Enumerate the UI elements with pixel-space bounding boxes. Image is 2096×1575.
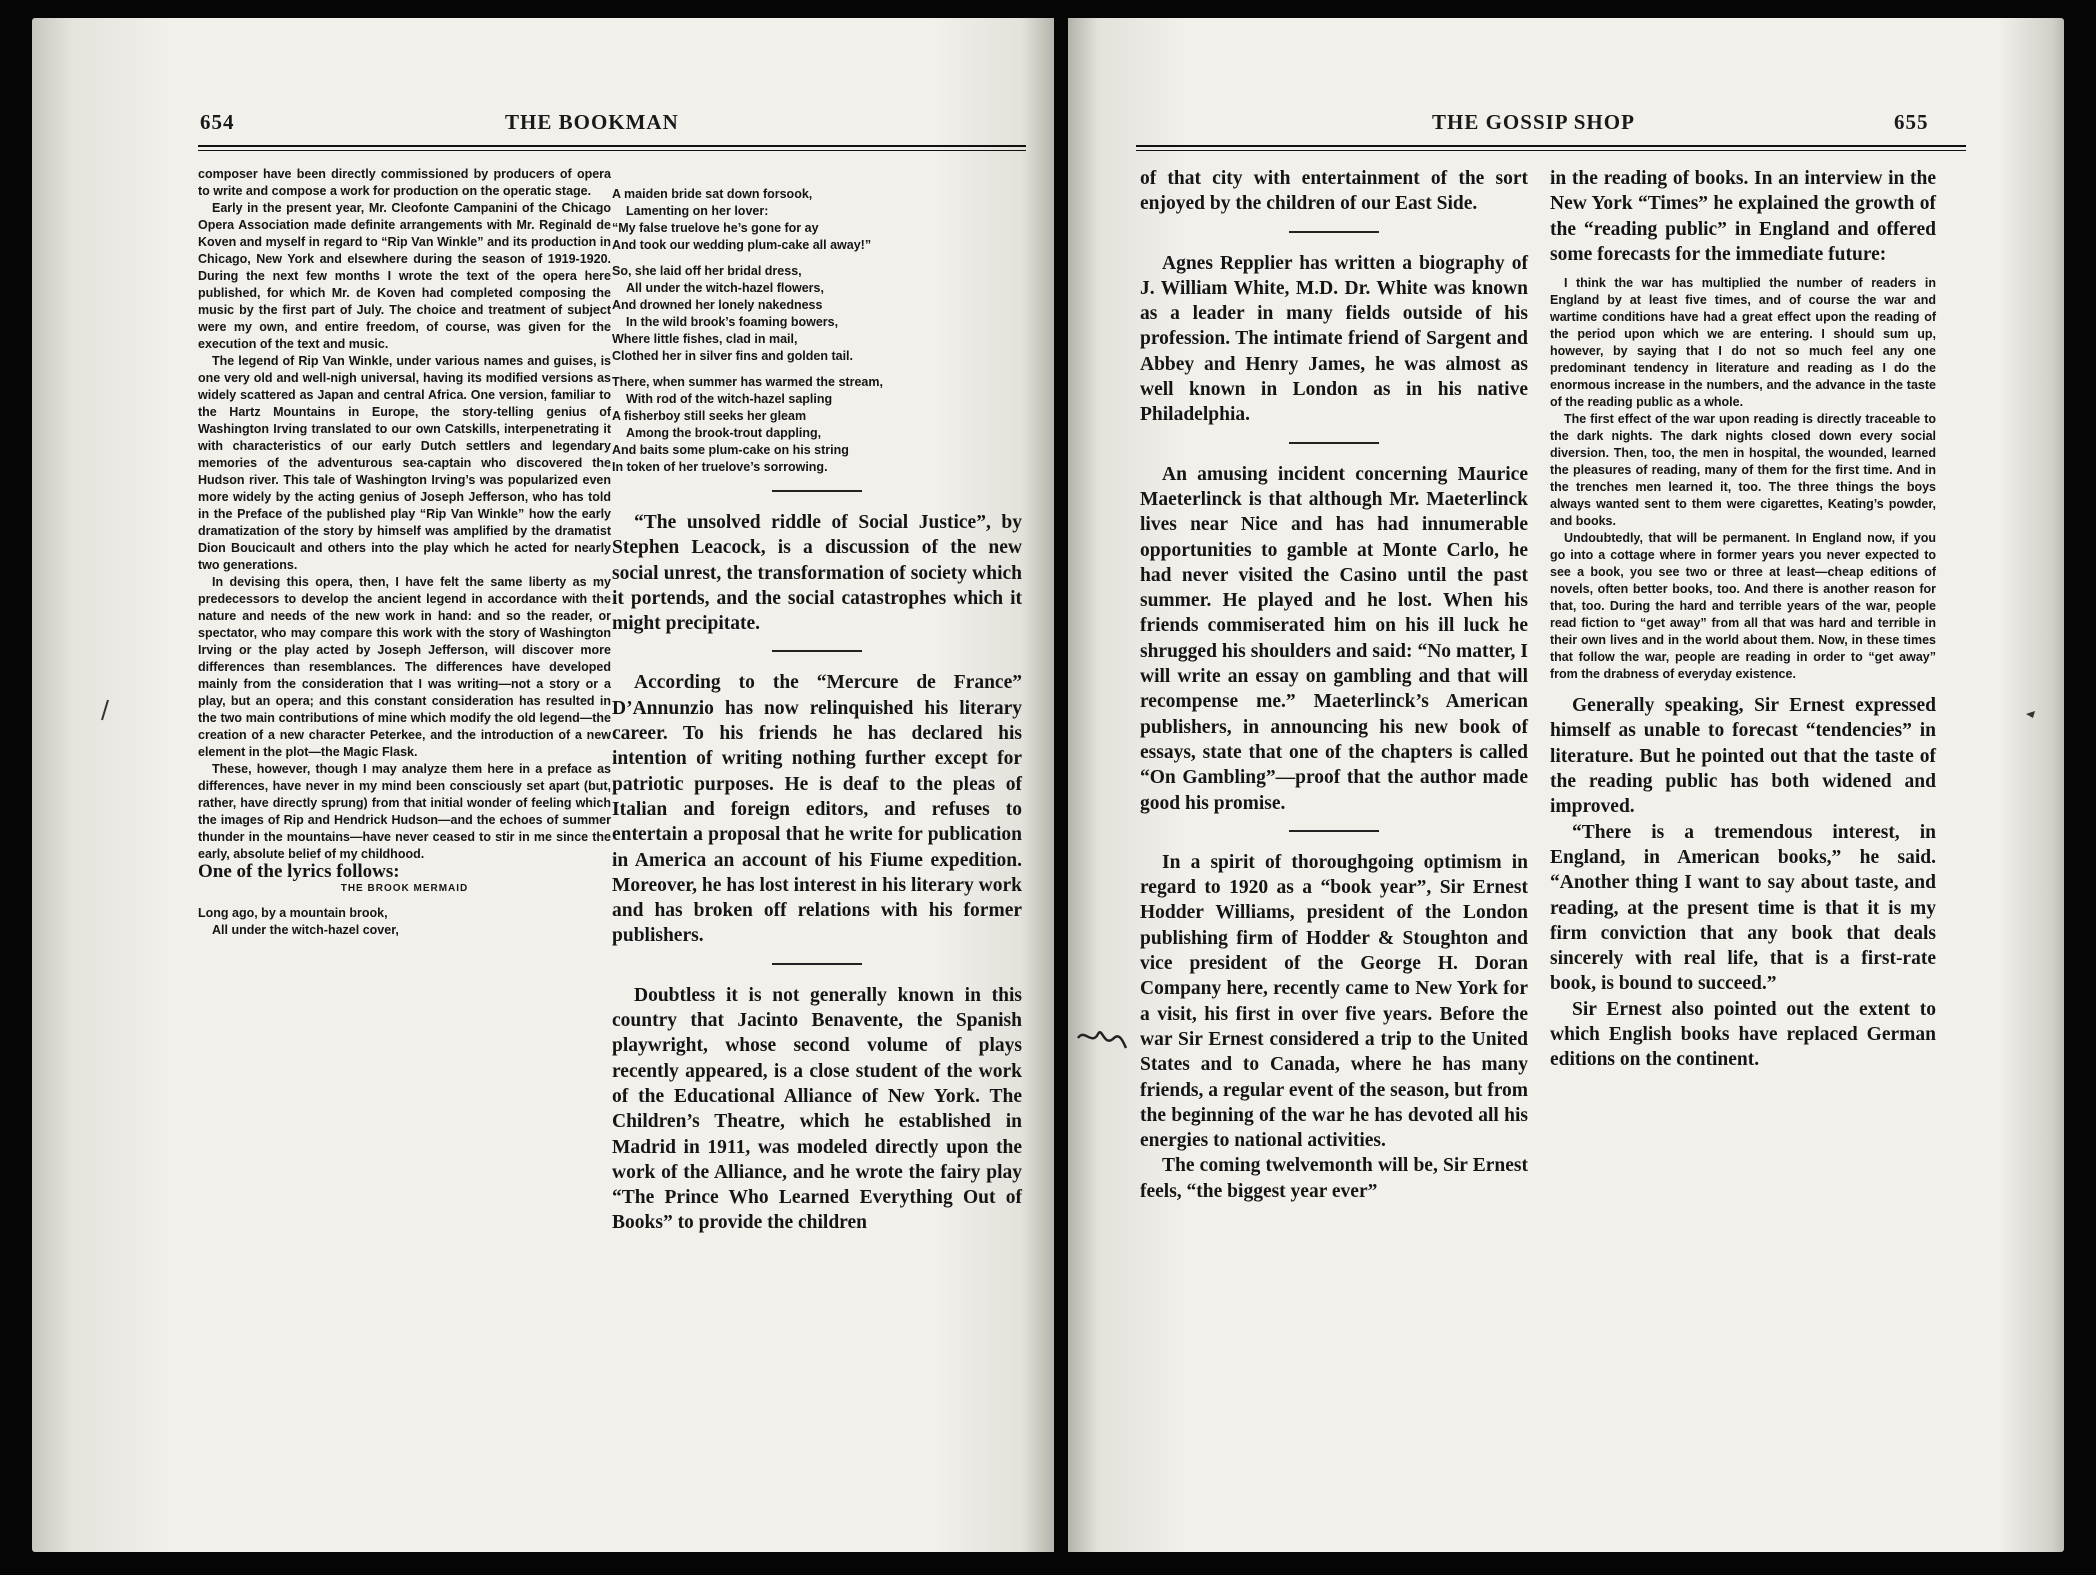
poem-line: A maiden bride sat down forsook, <box>612 187 813 201</box>
paragraph: Generally speaking, Sir Ernest expressed himself as unable to forecast “tendencies” in literature. But he pointed out that the taste of the reading public has both widened and improved. <box>1550 695 1936 818</box>
margin-pen-mark <box>1074 1018 1134 1058</box>
poem-line: Among the brook-trout dappling, <box>626 426 822 440</box>
poem-line: All under the witch-hazel cover, <box>212 923 399 937</box>
section-separator <box>772 963 862 965</box>
paragraph: In devising this opera, then, I have felt the same liberty as my predecessors to develop the ancient legend in accordance with the nature and needs of the new work in hand: and so the reader, or spectator, who may compare this work with the story of Washington Irving or the play acted by Joseph Jefferson, will discover more differences than resemblances. The differences have developed mainly from the consideration that I was writing—not a story or a play, but an opera; and this constant consideration has resulted in the two main contributions of mine which modify the old legend—the creation of a new character Peterkee, and the introduction of a new element in the plot—the Magic Flask. <box>198 575 611 759</box>
poem-line: A fisherboy still seeks her gleam <box>612 409 807 423</box>
lyrics-intro: One of the lyrics follows: <box>198 861 400 882</box>
poem-title: THE BROOK MERMAID <box>340 883 469 894</box>
poem-stanza <box>612 263 1022 365</box>
right-page <box>1068 18 2064 1552</box>
poem-line: With rod of the witch-hazel sapling <box>626 392 833 406</box>
poem-line: Long ago, by a mountain brook, <box>198 906 388 920</box>
paragraph: “The unsolved riddle of Social Justice”, by Stephen Leacock, is a discussion of the new social unrest, the transformation of society which it portends, and the social catastrophes which it might precipitate. <box>612 512 1022 635</box>
poem-start <box>198 905 611 939</box>
paragraph: Sir Ernest also pointed out the extent to which English books have replaced German editions on the continent. <box>1550 998 1936 1071</box>
left-column-1 <box>198 166 611 939</box>
news-items <box>612 510 1022 1236</box>
paragraph: in the reading of books. In an interview in the New York “Times” he explained the growth of the “reading public” in England and offered some forecasts for the immediate future: <box>1550 168 1936 265</box>
paragraph: An amusing incident concerning Maurice Maeterlinck is that although Mr. Maeterlinck lives near Nice and has had innumerable opportunities to gamble at Monte Carlo, he had never visited the Casino until the past summer. He played and he lost. When his friends commiserated him on his ill luck he shrugged his shoulders and said: “No matter, I will write an essay on gambling and that will recompense me.” Maeterlinck’s American publishers, in announcing his new book of essays, state that one of the chapters is called “On Gambling”—proof that the author made good his promise. <box>1140 463 1528 814</box>
poem-line: All under the witch-hazel flowers, <box>626 281 824 295</box>
paragraph: The legend of Rip Van Winkle, under various names and guises, is one very old and well-nigh universal, having its modified versions as widely scattered as Japan and central Africa. One version, familiar to the Hartz Mountains in Europe, the story-telling genius of Washington Irving translated to our own Catskills, interpenetrating it with characteristics of our early Dutch settlers and legendary memories of the adventurous sea-captain who discovered the Hudson river. This tale of Washington Irving’s was popularized even more widely by the acting genius of Joseph Jefferson, who has told in the Preface of the published play “Rip Van Winkle” how the early dramatization of the story by himself was amplified by the dramatist Dion Boucicault and others into the play which he acted for nearly two generations. <box>198 354 611 572</box>
poem-stanza <box>612 374 1022 476</box>
poem-line: Lamenting on her lover: <box>626 204 769 218</box>
section-separator <box>1289 830 1379 832</box>
right-page-number: 655 <box>1894 110 1929 134</box>
paragraph: composer have been directly commissioned by producers of opera to write and compose a work for production on the operatic stage. <box>198 167 611 198</box>
paragraph: Early in the present year, Mr. Cleofonte Campanini of the Chicago Opera Association made definite arrangements with Mr. Reginald de Koven and myself in regard to “Rip Van Winkle” and its production in Chicago, New York and elsewhere during the season of 1919-1920. During the next few months I wrote the text of the opera here published, for which Mr. de Koven had completed composing the music by the first part of July. The choice and treatment of subject were my own, and entire freedom, of course, was given for the execution of the text and music. <box>198 201 611 351</box>
quote-paragraph: The first effect of the war upon reading is directly traceable to the dark nights. The dark nights closed down every social diversion. Then, too, the men in hospital, the wounded, learned the pleasures of reading, many of them for the first time. And in the trenches men learned it, too. The three things the boys always wanted sent to them were cigarettes, Keating’s powder, and books. <box>1550 412 1936 529</box>
poem-line: Clothed her in silver fins and golden tail. <box>612 349 854 363</box>
paragraph: The coming twelvemonth will be, Sir Ernest feels, “the biggest year ever” <box>1140 1155 1528 1202</box>
poem-line: And drowned her lonely nakedness <box>612 298 823 312</box>
right-column-2 <box>1550 166 1936 1073</box>
poem-line: And took our wedding plum-cake all away!” <box>612 238 872 252</box>
column-text-end <box>1550 693 1936 1072</box>
poem-line: In the wild brook’s foaming bowers, <box>626 315 839 329</box>
paragraph: These, however, though I may analyze them here in a preface as differences, have never in my mind been consciously set apart (but, rather, have directly sprung) from that initial wonder of feeling which the images of Rip and Hendrick Hudson—and the echoes of summer thunder in the mountains—have never ceased to stir in me since the early, absolute belief of my childhood. <box>198 762 611 861</box>
column-text <box>1550 166 1936 267</box>
poem-line: There, when summer has warmed the stream, <box>612 375 883 389</box>
right-header-rule <box>1136 145 1966 151</box>
left-header-rule <box>198 145 1026 151</box>
paragraph: “There is a tremendous interest, in England, in American books,” he said. “Another thing I want to say about taste, and reading, at the present time is that it is my firm conviction that any book that deals sincerely with real life, that is a first-rate book, is bound to succeed.” <box>1550 821 1936 995</box>
section-separator <box>1289 231 1379 233</box>
paragraph: In a spirit of thoroughgoing optimism in regard to 1920 as a “book year”, Sir Ernest Hodder Williams, president of the London publishing firm of Hodder & Stoughton and vice president of the George H. Doran Company here, recently came to New York for a visit, his first in over five years. Before the war Sir Ernest considered a trip to the United States and to Canada, where he has many friends, a regular event of the season, but from the beginning of the war he has devoted all his energies to national activities. <box>1140 851 1528 1152</box>
poem-line: And baits some plum-cake on his string <box>612 443 849 457</box>
section-separator <box>772 490 862 492</box>
right-column-1 <box>1140 166 1528 1204</box>
paragraph: According to the “Mercure de France” D’Annunzio has now relinquished his literary career. To his friends he has declared his intention of writing nothing further except for patriotic purposes. He is deaf to the pleas of Italian and foreign editors, and refuses to entertain a proposal that he write for publication in America an account of his Fiume expedition. Moreover, he has lost interest in his literary work and has broken off relations with his former publishers. <box>612 672 1022 947</box>
paragraph: Doubtless it is not generally known in this country that Jacinto Benavente, the Spanish playwright, whose second volume of plays recently appeared, is a close student of the work of the Educational Alliance of New York. The Children’s Theatre, which he established in Madrid in 1911, was modeled directly upon the work of the Alliance, and he wrote the fairy play “The Prince Who Learned Everything Out of Books” to provide the children <box>612 984 1022 1234</box>
quote-paragraph: I think the war has multiplied the number of readers in England by at least five times, and of course the war and wartime conditions have had a great effect upon the reading of the period upon which we are entering. I should sum up, however, by saying that I do not so much feel any one predominant tendency in literature and reading as I do the enormous increase in the numbers, and the advance in the taste of the reading public as a whole. <box>1550 276 1936 410</box>
left-column-2 <box>612 186 1022 1236</box>
left-page <box>32 18 1054 1552</box>
section-separator <box>1289 442 1379 444</box>
section-separator <box>772 650 862 652</box>
poem-line: So, she laid off her bridal dress, <box>612 264 802 278</box>
quote-paragraph: Undoubtedly, that will be permanent. In England now, if you go into a cottage where in former years you never expected to see a book, you see two or three at least—cheap editions of novels, often better books, too. And there is another reason for that, too. During the hard and terrible years of the war, people read fiction to “get away” from all that was hard and terrible in their own lives and in the world about them. Now, in these times that follow the war, people are reading in order to “get away” from the drabness of everyday existence. <box>1550 531 1936 682</box>
poem-line: In token of her truelove’s sorrowing. <box>612 460 828 474</box>
margin-smudge <box>2023 706 2039 722</box>
left-running-head: THE BOOKMAN <box>505 110 679 134</box>
poem-line: “My false truelove he’s gone for ay <box>612 221 819 235</box>
poem-continuation <box>612 186 1022 476</box>
right-running-head: THE GOSSIP SHOP <box>1432 110 1635 134</box>
poem-line: Where little fishes, clad in mail, <box>612 332 798 346</box>
block-quote <box>1550 275 1936 683</box>
paragraph: of that city with entertainment of the sort enjoyed by the children of our East Side. <box>1140 168 1528 215</box>
poem-stanza <box>612 186 1022 254</box>
margin-pencil-mark <box>98 698 112 722</box>
paragraph: Agnes Repplier has written a biography of J. William White, M.D. Dr. White was known as a leader in many fields outside of his profession. The intimate friend of Sargent and Abbey and Henry James, he was almost as well known in London as in his native Philadelphia. <box>1140 252 1528 426</box>
left-page-number: 654 <box>200 110 235 134</box>
